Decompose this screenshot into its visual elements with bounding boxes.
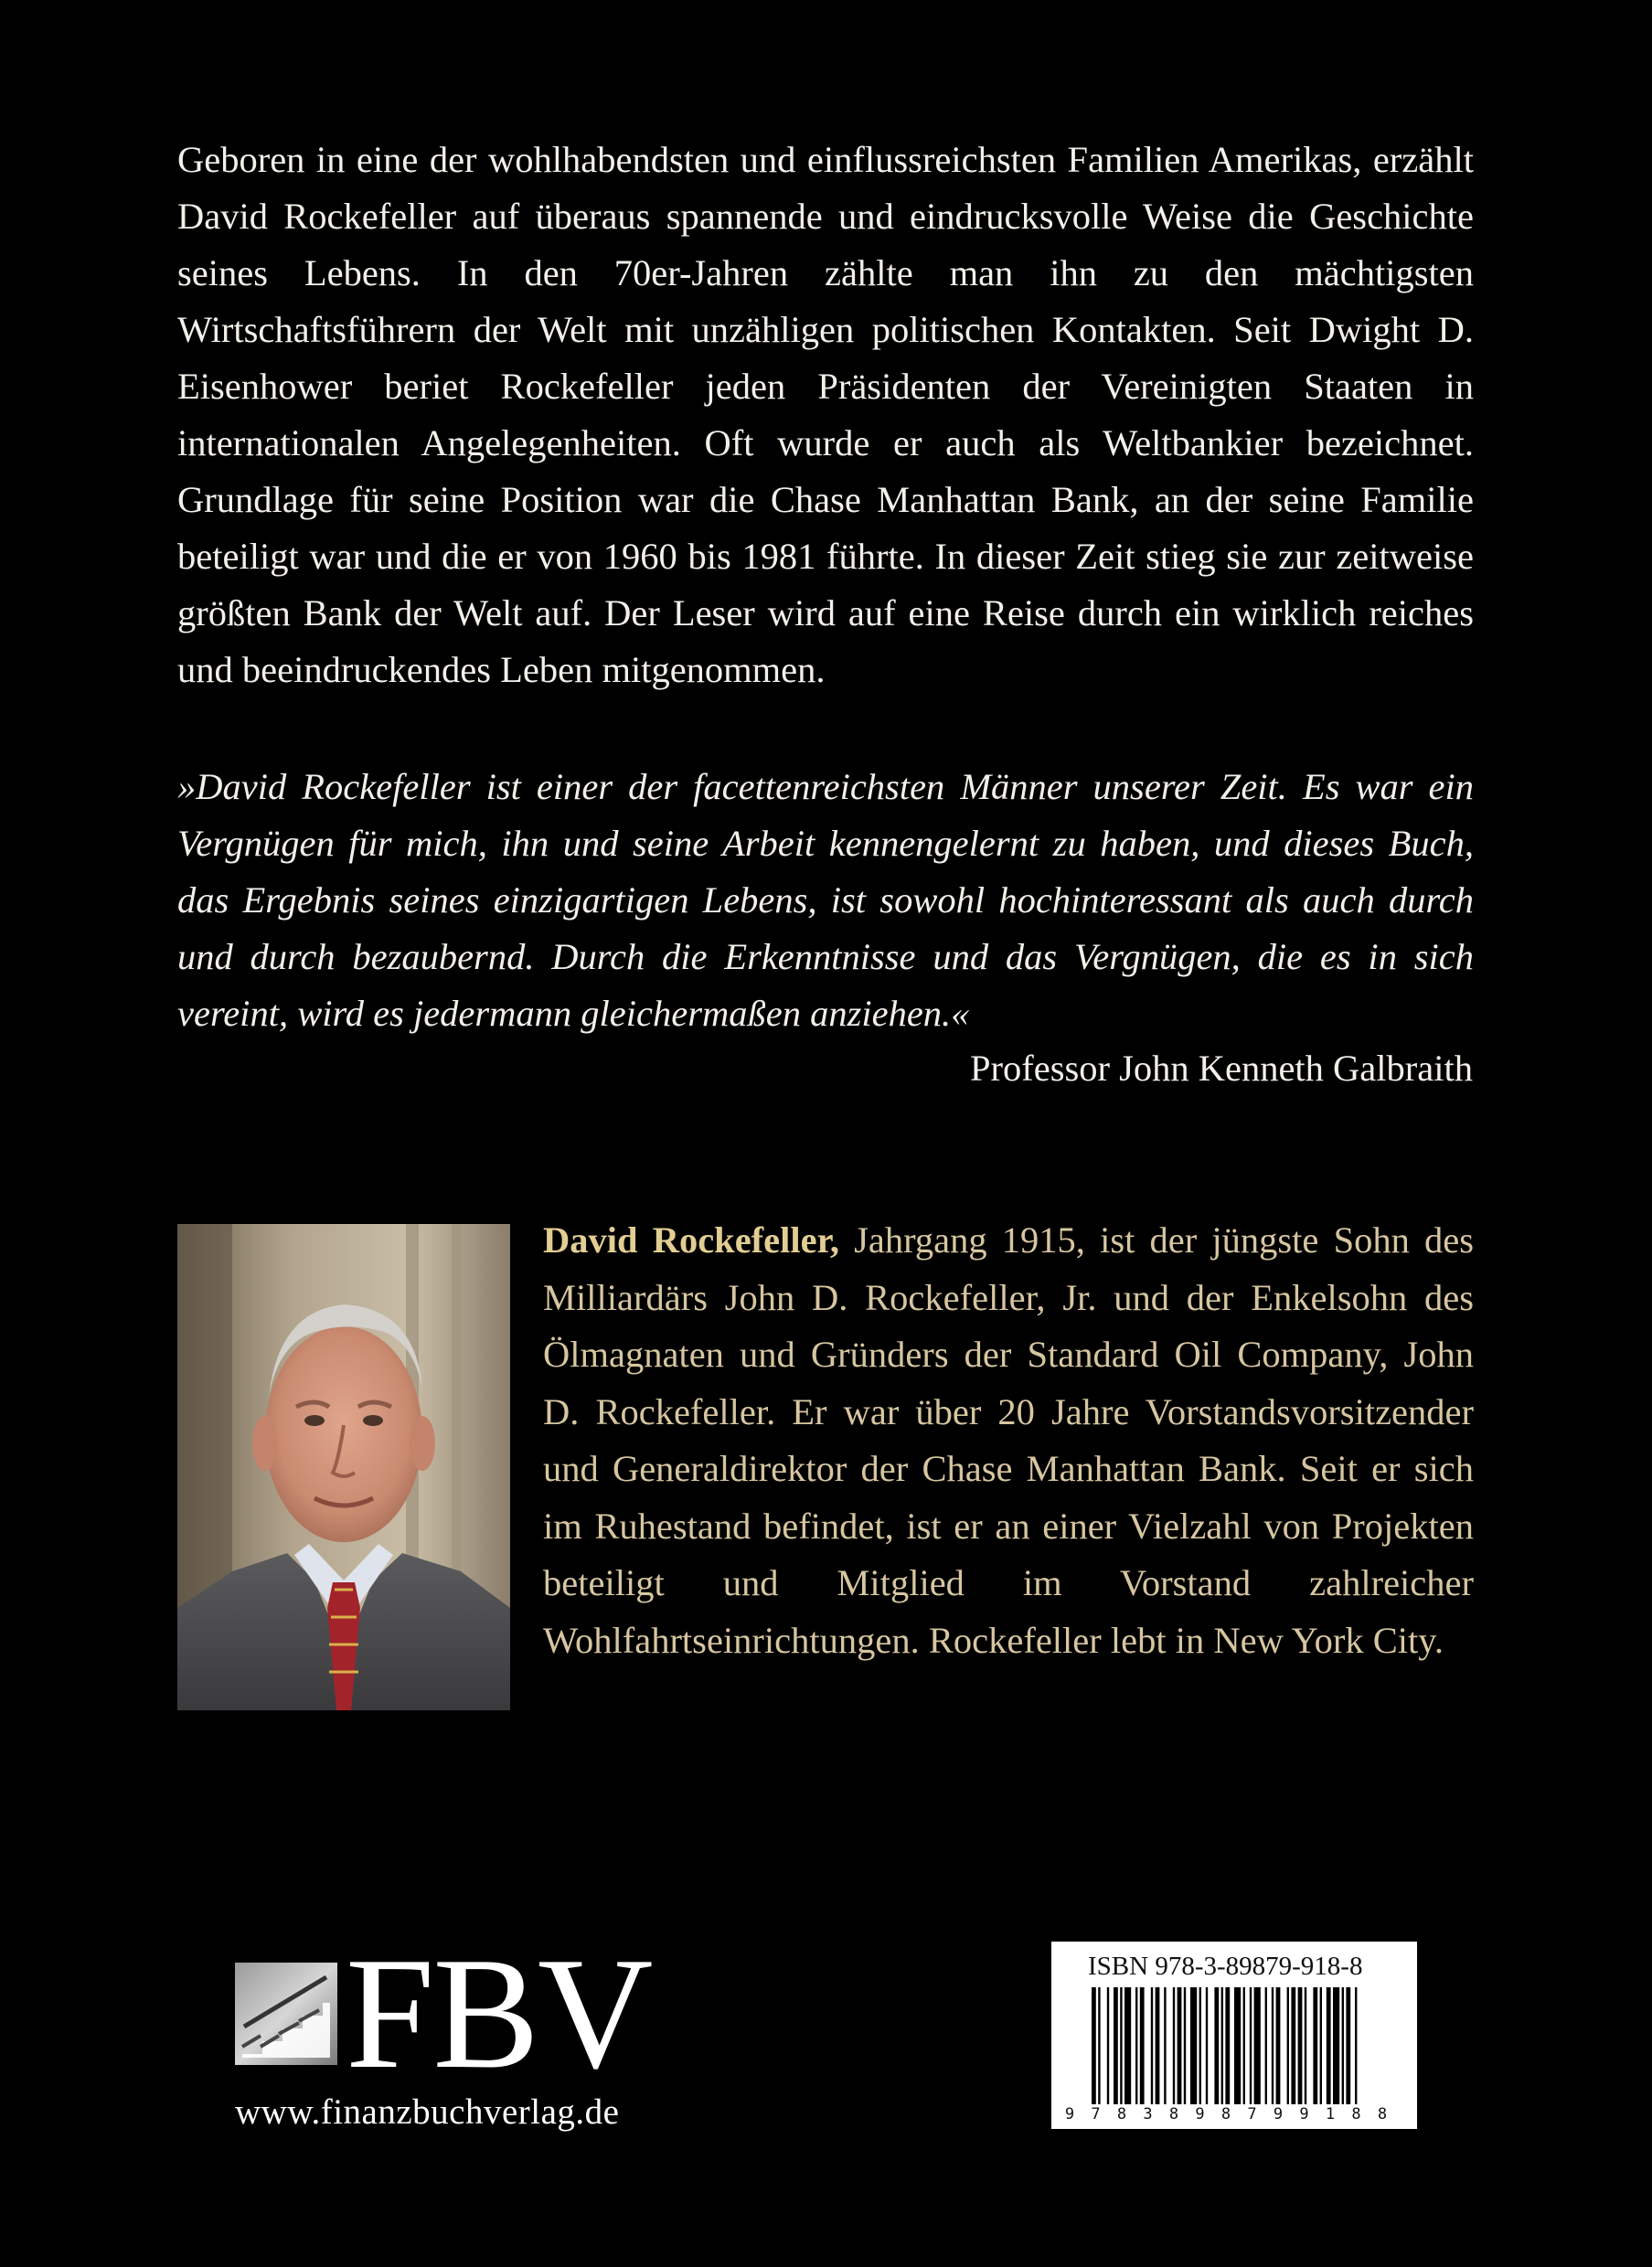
- endorsement-quote: »David Rockefeller ist einer der facettenreichsten Männer unserer Zeit. Es war ein Vergnügen für mich, ihn und seine Arbeit kennengelernt zu haben, und dieses Buch, das Ergebnis seines einzigartigen Lebens, ist sowohl hochinteressant als auch durch und durch bezaubernd. Durch die Erkenntnisse und das Vergnügen, die es in sich vereint, wird es jedermann gleichermaßen anziehen.«: [177, 766, 1474, 1034]
- barcode-digit: 7: [1247, 2105, 1257, 2123]
- barcode-bar: [1254, 1987, 1261, 2104]
- barcode-bars: [1051, 1942, 1417, 2129]
- barcode-digit: 8: [1351, 2105, 1361, 2123]
- author-bio-text: Jahrgang 1915, ist der jüngste Sohn des Milliardärs John D. Rockefeller, Jr. und der Enkelsohn des Ölmagnaten und Gründers der Standard Oil Company, John D. Rockefeller. Er war über 20 Jahre Vorstandsvorsitzender und Generaldirektor der Chase Manhattan Bank. Seit er sich im Ruhestand befindet, ist er an einer Vielzahl von Projekten beteiligt und Mitglied im Vorstand zahlreicher Wohlfahrtseinrichtungen. Rockefeller lebt in New York City.: [543, 1219, 1475, 1661]
- barcode-bar: [1120, 1987, 1122, 2104]
- quote-attribution: Professor John Kenneth Galbraith: [969, 1048, 1473, 1089]
- barcode-digit: 8: [1116, 2105, 1127, 2123]
- barcode-bar: [1164, 1987, 1166, 2104]
- barcode-bar: [1272, 1987, 1274, 2104]
- barcode-bar: [1250, 1987, 1252, 2104]
- barcode-digit: 9: [1064, 2105, 1075, 2123]
- barcode-bar: [1276, 1987, 1281, 2104]
- barcode-bar: [1107, 1987, 1109, 2104]
- publisher-website[interactable]: www.finanzbuchverlag.de: [235, 2092, 620, 2132]
- barcode-bar: [1114, 1987, 1118, 2104]
- barcode-bar: [1206, 1987, 1208, 2104]
- barcode-bar: [1156, 1987, 1160, 2104]
- fbv-logo-icon: [235, 1963, 337, 2065]
- barcode-bar: [1124, 1987, 1131, 2104]
- barcode-bar: [1178, 1987, 1182, 2104]
- barcode-digit: 7: [1091, 2105, 1101, 2123]
- barcode-digit: 3: [1143, 2105, 1153, 2123]
- barcode-bar: [1234, 1987, 1241, 2104]
- barcode-bar: [1355, 1987, 1357, 2104]
- author-photo: [177, 1224, 510, 1710]
- barcode-bar: [1243, 1987, 1245, 2104]
- barcode-bar: [1151, 1987, 1153, 2104]
- barcode-bar: [1265, 1987, 1267, 2104]
- barcode-bar: [1327, 1987, 1331, 2104]
- barcode-bar: [1098, 1987, 1100, 2104]
- barcode-bar: [1313, 1987, 1317, 2104]
- barcode-bar: [1291, 1987, 1295, 2104]
- barcode-digit: 8: [1220, 2105, 1231, 2123]
- barcode-bar: [1287, 1987, 1289, 2104]
- barcode-bar: [1346, 1987, 1350, 2104]
- barcode-bar: [1333, 1987, 1339, 2104]
- barcode-bar: [1173, 1987, 1175, 2104]
- barcode-bar: [1140, 1987, 1145, 2104]
- barcode-bar: [1298, 1987, 1303, 2104]
- book-blurb: Geboren in eine der wohlhabendsten und einflussreichsten Familien Amerikas, erzählt David Rockefeller auf überaus spannende und eindrucksvolle Weise die Geschichte seines Lebens. In den 70er-Jahren zählte man ihn zu den mächtigsten Wirtschaftsführern der Welt mit unzähligen politischen Kontakten. Seit Dwight D. Eisenhower beriet Rockefeller jeden Präsidenten der Vereinigten Staaten in internationalen Angelegenheiten. Oft wurde er auch als Weltbankier bezeichnet. Grundlage für seine Position war die Chase Manhattan Bank, an der seine Familie beteiligt war und die er von 1960 bis 1981 führte. In dieser Zeit stieg sie zur zeitweise größten Bank der Welt auf. Der Leser wird auf eine Reise durch ein wirklich reiches und beeindruckendes Leben mitgenommen.: [177, 139, 1474, 690]
- barcode-bar: [1092, 1987, 1096, 2104]
- barcode-bar: [1342, 1987, 1344, 2104]
- barcode-bar: [1190, 1987, 1197, 2104]
- publisher-logo-text: FBV: [346, 1924, 652, 2102]
- barcode-digit: 8: [1168, 2105, 1179, 2123]
- barcode-bar: [1305, 1987, 1306, 2104]
- author-name: David Rockefeller,: [543, 1219, 839, 1261]
- barcode-digit: 8: [1377, 2105, 1388, 2123]
- author-bio: [543, 1212, 1474, 1669]
- barcode-digit: 9: [1299, 2105, 1309, 2123]
- barcode-bar: [1199, 1987, 1201, 2104]
- barcode-bar: [1135, 1987, 1137, 2104]
- barcode-bar: [1221, 1987, 1223, 2104]
- barcode-digit: 1: [1325, 2105, 1336, 2123]
- barcode-digit: 9: [1195, 2105, 1205, 2123]
- barcode-bar: [1320, 1987, 1322, 2104]
- barcode-digit: 9: [1273, 2105, 1284, 2123]
- isbn-label: ISBN 978-3-89879-918-8: [1088, 1952, 1363, 1981]
- barcode-bar: [1184, 1987, 1186, 2104]
- barcode: [1051, 1942, 1417, 2129]
- barcode-bar: [1214, 1987, 1219, 2104]
- barcode-bar: [1225, 1987, 1230, 2104]
